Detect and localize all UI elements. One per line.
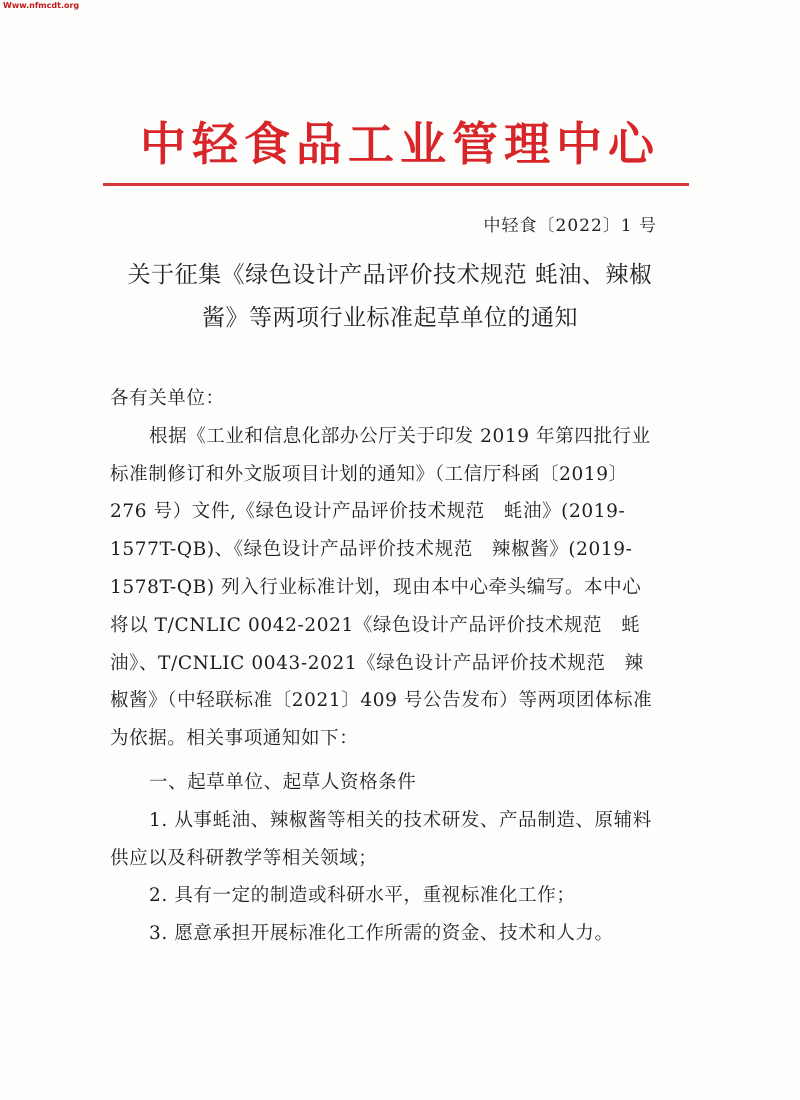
section-heading: 一、起草单位、起草人资格条件: [149, 771, 417, 793]
letterhead-red-rule: [103, 183, 689, 186]
list-item: 3. 愿意承担开展标准化工作所需的资金、技术和人力。: [149, 923, 614, 945]
letterhead-org-name: 中轻食品工业管理中心: [140, 117, 660, 171]
list-item: 2. 具有一定的制造或科研水平，重视标准化工作；: [149, 885, 576, 907]
document-number: 中轻食〔2022〕1 号: [483, 216, 657, 236]
document-body: [110, 380, 658, 953]
website-watermark: Www.nfmcdt.org: [3, 1, 80, 10]
document-title: 关于征集《绿色设计产品评价技术规范 蚝油、辣椒酱》等两项行业标准起草单位的通知: [127, 262, 653, 331]
salutation: 各有关单位：: [110, 388, 225, 409]
list-item: 1. 从事蚝油、辣椒酱等相关的技术研发、产品制造、原辅料供应以及科研教学等相关领域；: [110, 809, 652, 869]
intro-paragraph: 根据《工业和信息化部办公厅关于印发 2019 年第四批行业标准制修订和外文版项目计划的通知》（工信厅科函〔2019〕276 号）文件,《绿色设计产品评价技术规范 蚝油》(2019-1577T-QB)、《绿色设计产品评价技术规范 辣椒酱》(2019-1578T-QB) 列入行业标准计划，现由本中心牵头编写。本中心将以 T/CNLIC 0042-2021《绿色设计产品评价技术规范 蚝油》、T/CNLIC 0043-2021《绿色设计产品评价技术规范 辣椒酱》（中轻联标准〔2021〕409 号公告发布）等两项团体标准为依据。相关事项通知如下：: [110, 425, 653, 750]
